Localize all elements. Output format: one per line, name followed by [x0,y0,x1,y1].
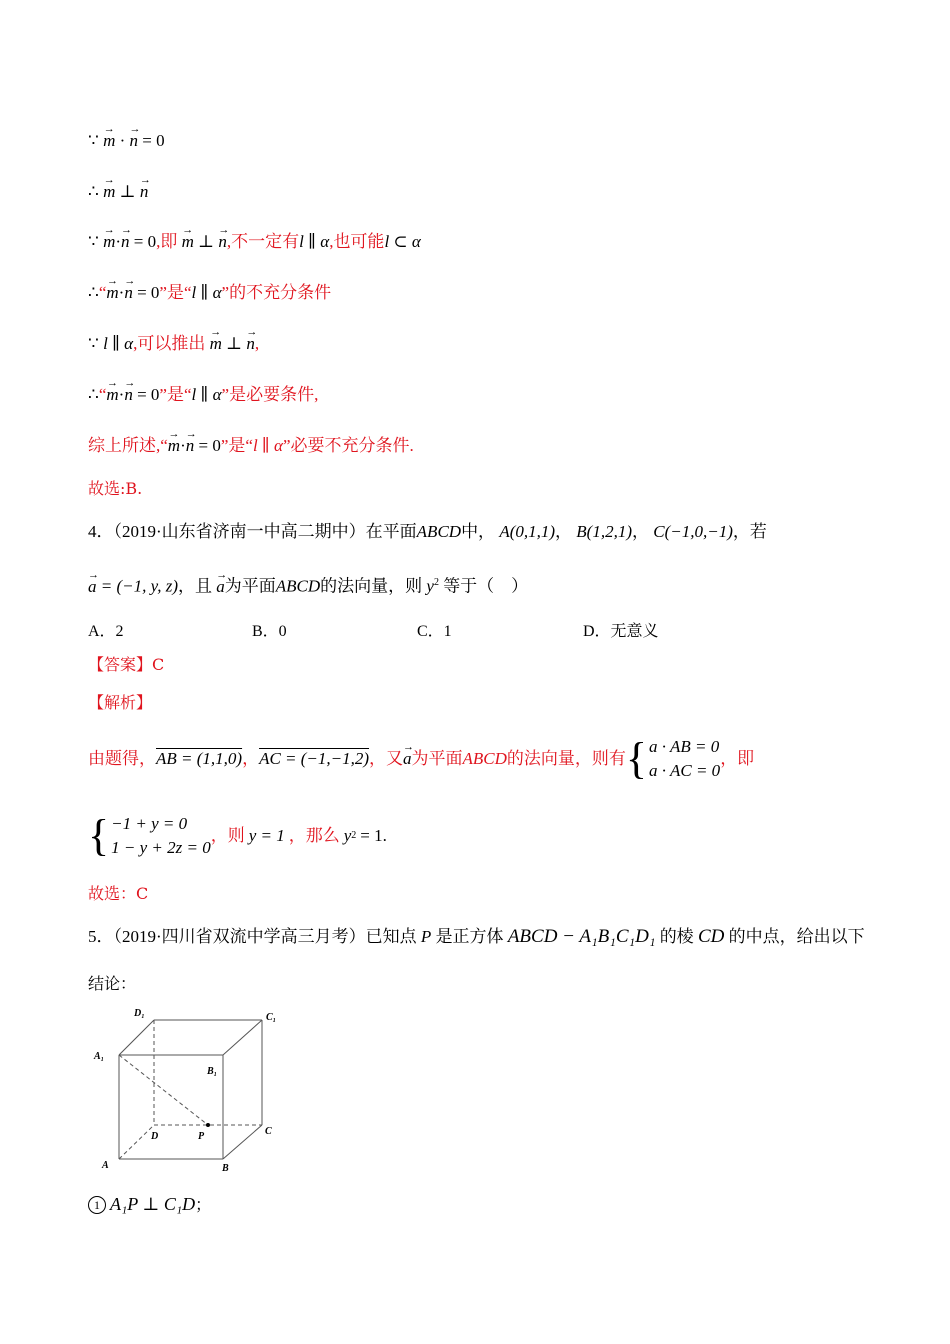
analysis-text: 为平面 [411,749,463,768]
q5-stem-line2: 结论： [88,974,137,993]
vector-m: → m [106,282,118,304]
q4-source: 4．（2019·山东省济南一中高二期中）在平面 [88,522,417,541]
vector-n: → n [218,231,227,253]
label-p: P [198,1131,205,1142]
q4-final-choice: 故选：C [88,884,149,903]
vector-m: → m [103,130,115,152]
vector-m: → m [182,231,194,253]
q4-ruo: 若 [749,522,767,541]
var-y: y [426,576,434,596]
step3-text-a: ,即 [156,232,178,251]
plane-alpha: α [411,232,421,251]
brace: { [88,811,110,860]
option-a: A．2 [88,623,124,640]
system-1-rows [649,735,720,783]
line-l: l [299,232,304,251]
q5-stem-line1 [88,926,865,948]
therefore-symbol: ∴ [88,385,99,404]
vector-n: → n [140,181,149,203]
edge-b1c1 [223,1020,262,1055]
summary-tail: ”必要不充分条件. [282,436,414,455]
vector-n: → n [124,282,133,304]
vector-n: → n [186,435,195,457]
equals-zero: = 0 [137,385,160,404]
system-2-row-1: −1 + y = 0 [111,814,188,833]
q5-source: 5．（2019·四川省双流中学高三月考）已知点 [88,927,417,946]
because-symbol: ∵ [88,131,99,150]
step3-text-b: ,不一定有 [226,232,300,251]
q5-text: 的棱 [659,927,694,946]
vector-ac [259,748,369,770]
analysis-text: ，那么 [288,826,340,845]
q4-question: 等于（ ） [443,576,529,596]
vector-m: → m [106,384,118,406]
comma: , [254,334,260,353]
vector-a-value: = (−1, y, z) [100,576,178,596]
brace: { [625,734,648,783]
quote-open: “ [98,283,107,302]
vector-a: → a [88,576,97,598]
equals-zero: = 0 [137,283,160,302]
proof-summary: 综上所述,“→ m·→ n = 0”是“l ∥ α”必要不充分条件. [88,435,414,457]
plane-abcd: ABCD [275,576,321,596]
line-l: l [252,436,258,455]
analysis-text: ，则 [210,826,245,845]
label-a1: A₁ [94,1051,105,1062]
option-d: D．无意义 [583,623,659,640]
analysis-text: ，即 [720,749,755,768]
system-2 [88,812,211,860]
system-2-row-2: 1 − y + 2z = 0 [111,838,211,857]
vector-n: → n [124,384,133,406]
edge-bc [223,1125,262,1159]
quote-mid: ”是“ [220,436,253,455]
line-l: l [103,334,108,353]
plane-abcd: ABCD [416,522,462,541]
analysis-text: 的法向量，则有 [506,749,626,768]
exponent-2: 2 [351,830,357,841]
point-p: P [420,927,432,946]
exponent-2: 2 [433,577,439,588]
analysis-text: 由题得， [88,749,156,768]
point-c: C(−1,0,−1) [653,522,733,541]
semicolon: ； [195,1197,212,1214]
analysis-line1 [88,735,754,783]
perp-symbol: ⊥ [119,182,136,201]
subset-symbol: ⊂ [393,232,408,251]
answer-label: 【答案】C [88,655,165,674]
q4-stem-line2 [88,572,528,598]
option-b: B．0 [252,623,287,640]
plane-alpha: α [124,334,134,353]
ab-overline: AB = (1,1,0) [156,749,243,768]
q4-text: 的法向量，则 [320,576,423,596]
parallel-symbol: ∥ [308,232,316,251]
y-equals-1: y = 1 [248,826,285,845]
edge-ad [119,1125,154,1159]
plane-alpha: α [212,385,222,404]
vector-ab [156,748,242,770]
proof-step-6: ∴“→ m·→ n = 0”是“l ∥ α”是必要条件, [88,384,318,406]
proof-step-3: ∵ → m·→ n = 0,即 → m ⊥ → n,不一定有l ∥ α,也可能l ⊂ α [88,231,421,253]
q4-text: 中， [461,522,496,541]
ac-overline: AC = (−1,−1,2) [259,749,370,768]
point-a: A(0,1,1) [499,522,556,541]
line-l: l [191,283,197,302]
label-b1: B₁ [207,1066,218,1077]
equals-zero: = 0 [142,131,165,150]
parallel-symbol: ∥ [200,385,209,404]
vector-n: → n [246,333,255,355]
step3-text-c: ,也可能 [329,232,385,251]
label-a: A [102,1160,109,1171]
analysis-label: 【解析】 [88,693,153,712]
step6-conclusion: ”是必要条件, [221,385,319,404]
edge-cd: CD [697,926,725,947]
vector-m: → m [210,333,222,355]
line-l: l [191,385,197,404]
step5-text: ,可以推出 [133,334,206,353]
vector-m: → m [168,435,180,457]
analysis-text: ，又 [369,749,404,768]
sep: ， [632,522,649,541]
quote-mid: ”是“ [159,283,192,302]
sep: ， [242,749,260,768]
parallel-symbol: ∥ [261,436,270,455]
q4-stem-line1 [88,521,767,543]
plane-alpha: α [320,232,330,251]
period: . [382,826,387,845]
therefore-symbol: ∴ [88,182,99,201]
perp-symbol: ⊥ [198,232,215,251]
var-y: y [343,826,352,845]
answer-choice-b: 故选:B. [88,479,143,498]
vector-m: → m [103,181,115,203]
vector-n: → n [121,231,130,253]
q5-text: 的中点，给出以下 [728,927,865,946]
vector-a: → a [403,748,412,770]
parallel-symbol: ∥ [112,334,120,353]
cube-figure [88,1002,288,1178]
equals-zero: = 0 [133,232,157,251]
summary-lead: 综上所述,“ [88,436,168,455]
option-c: C．1 [417,623,452,640]
vector-a: → a [216,576,225,598]
quote-mid: ”是“ [159,385,192,404]
proof-step-5 [88,333,259,355]
system-1-row-1: a · AB = 0 [649,737,720,756]
proof-step-4: ∴“→ m·→ n = 0”是“l ∥ α”的不充分条件 [88,282,331,304]
dot-operator: · [119,131,126,150]
system-1-row-2: a · AC = 0 [649,761,721,780]
quote-open: “ [98,385,107,404]
plane-abcd: ABCD [462,749,507,768]
q4-text: ，且 [178,576,212,596]
system-2-rows [111,812,211,860]
label-c: C [265,1126,272,1137]
q5-text: 是正方体 [435,927,504,946]
plane-alpha: α [212,283,222,302]
conclusion-1 [88,1193,211,1217]
therefore-symbol: ∴ [88,283,99,302]
proof-step-2 [88,181,148,203]
plane-alpha: α [274,436,283,455]
sep: ， [555,522,573,541]
because-symbol: ∵ [88,334,99,353]
vector-n: → n [130,130,139,152]
analysis-line2 [88,812,387,860]
point-b: B(1,2,1) [576,522,632,541]
because-symbol: ∵ [88,232,99,251]
label-d1: D₁ [134,1008,145,1019]
label-b: B [222,1163,229,1174]
parallel-symbol: ∥ [200,283,209,302]
edge-a1d1 [119,1020,154,1055]
cube-name: ABCD − A₁B₁C₁D₁ [507,926,656,947]
conclusion-1-expr: A₁P ⊥ C₁D [110,1194,196,1214]
q4-text: 为平面 [224,576,276,596]
segment-a1p [119,1055,208,1125]
y-squared-equals-1: = 1 [360,826,383,845]
equals-zero: = 0 [198,436,221,455]
label-c1: C₁ [266,1012,277,1023]
vector-m: → m [103,231,115,253]
system-1 [626,735,720,783]
perp-symbol: ⊥ [226,334,243,353]
sep: ， [732,522,750,541]
point-p-dot [206,1123,210,1127]
proof-step-1 [88,130,165,152]
step4-conclusion: ”的不充分条件 [221,283,332,302]
circled-number-1: 1 [88,1196,106,1214]
line-l: l [384,232,390,251]
label-d: D [151,1131,159,1142]
